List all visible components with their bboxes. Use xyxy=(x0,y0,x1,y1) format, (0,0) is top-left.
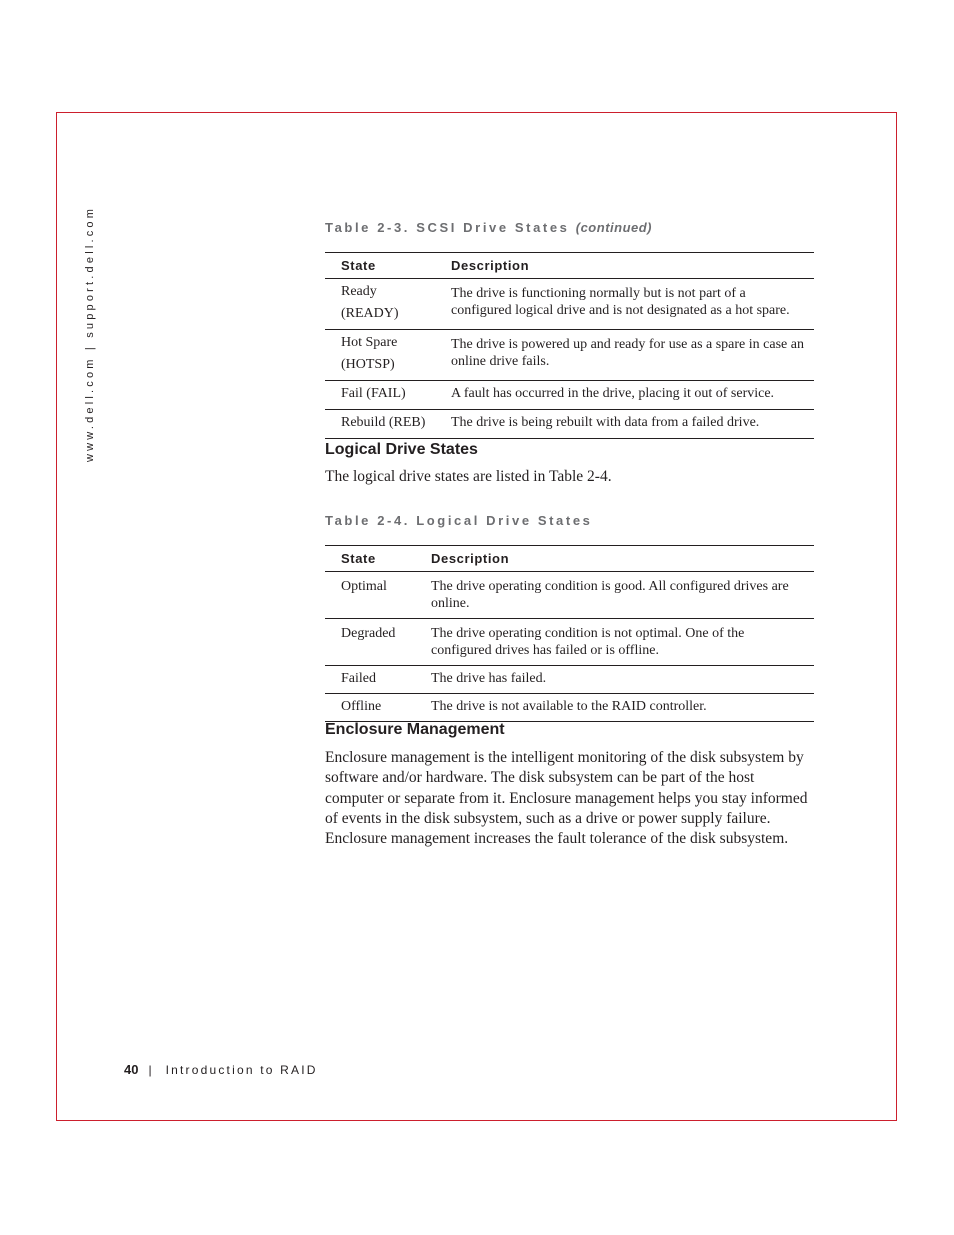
state-code: (HOTSP) xyxy=(341,357,395,372)
state-name: Ready xyxy=(341,284,377,299)
state-name: Hot Spare xyxy=(341,335,398,350)
table-header-state: State xyxy=(325,253,451,279)
table-header-state: State xyxy=(325,546,431,572)
description-cell: The drive is powered up and ready for use as a spare in case an online drive fails. xyxy=(451,330,814,381)
footer-chapter-title: Introduction to RAID xyxy=(165,1063,318,1077)
table-row xyxy=(325,619,814,666)
state-name: Fail (FAIL) xyxy=(341,386,406,401)
table-row xyxy=(325,381,814,410)
state-cell: Offline xyxy=(325,694,431,722)
description-cell: The drive is functioning normally but is not part of a configured logical drive and is not designated as a hot spare. xyxy=(451,279,814,330)
enclosure-management-heading: Enclosure Management xyxy=(325,721,505,738)
logical-drive-states-table xyxy=(325,545,814,722)
state-cell: Failed xyxy=(325,666,431,694)
logical-drive-states-text: The logical drive states are listed in Table 2-4. xyxy=(325,468,612,485)
table-2-3-caption xyxy=(325,220,652,235)
side-url: www.dell.com | support.dell.com xyxy=(84,205,96,462)
table-row xyxy=(325,330,814,381)
scsi-drive-states-table xyxy=(325,252,814,439)
table-2-4-caption-text: Table 2-4. Logical Drive States xyxy=(325,513,593,528)
table-row xyxy=(325,694,814,722)
state-name: Rebuild (REB) xyxy=(341,415,426,430)
table-header-description: Description xyxy=(451,253,814,279)
state-cell: Optimal xyxy=(325,572,431,619)
state-cell: Degraded xyxy=(325,619,431,666)
description-cell: The drive has failed. xyxy=(431,666,814,694)
page-footer xyxy=(124,1062,318,1077)
description-cell: The drive operating condition is good. All configured drives are online. xyxy=(431,572,814,619)
state-cell xyxy=(325,330,451,381)
state-code: (READY) xyxy=(341,306,399,321)
description-cell: The drive operating condition is not optimal. One of the configured drives has failed or is offline. xyxy=(431,619,814,666)
enclosure-management-text: Enclosure management is the intelligent monitoring of the disk subsystem by software and/or hardware. The disk subsystem can be part of the host computer or separate from it. Enclosure management helps you stay informed of events in the disk subsystem, such as a drive or power supply failure. Enclosure management increases the fault tolerance of the disk subsystem. xyxy=(325,749,808,848)
description-cell: The drive is not available to the RAID controller. xyxy=(431,694,814,722)
table-header-description: Description xyxy=(431,546,814,572)
description-cell: The drive is being rebuilt with data from a failed drive. xyxy=(451,410,814,439)
table-2-3-caption-text: Table 2-3. SCSI Drive States xyxy=(325,220,570,235)
table-2-4-caption xyxy=(325,513,592,528)
table-row xyxy=(325,572,814,619)
state-cell xyxy=(325,279,451,330)
state-cell xyxy=(325,410,451,439)
footer-separator: | xyxy=(148,1063,152,1077)
logical-drive-states-heading: Logical Drive States xyxy=(325,441,478,458)
table-row xyxy=(325,279,814,330)
table-row xyxy=(325,666,814,694)
description-cell: A fault has occurred in the drive, placing it out of service. xyxy=(451,381,814,410)
state-cell xyxy=(325,381,451,410)
table-2-3-caption-continued: (continued) xyxy=(575,220,653,235)
page-number: 40 xyxy=(124,1062,139,1077)
table-row xyxy=(325,410,814,439)
